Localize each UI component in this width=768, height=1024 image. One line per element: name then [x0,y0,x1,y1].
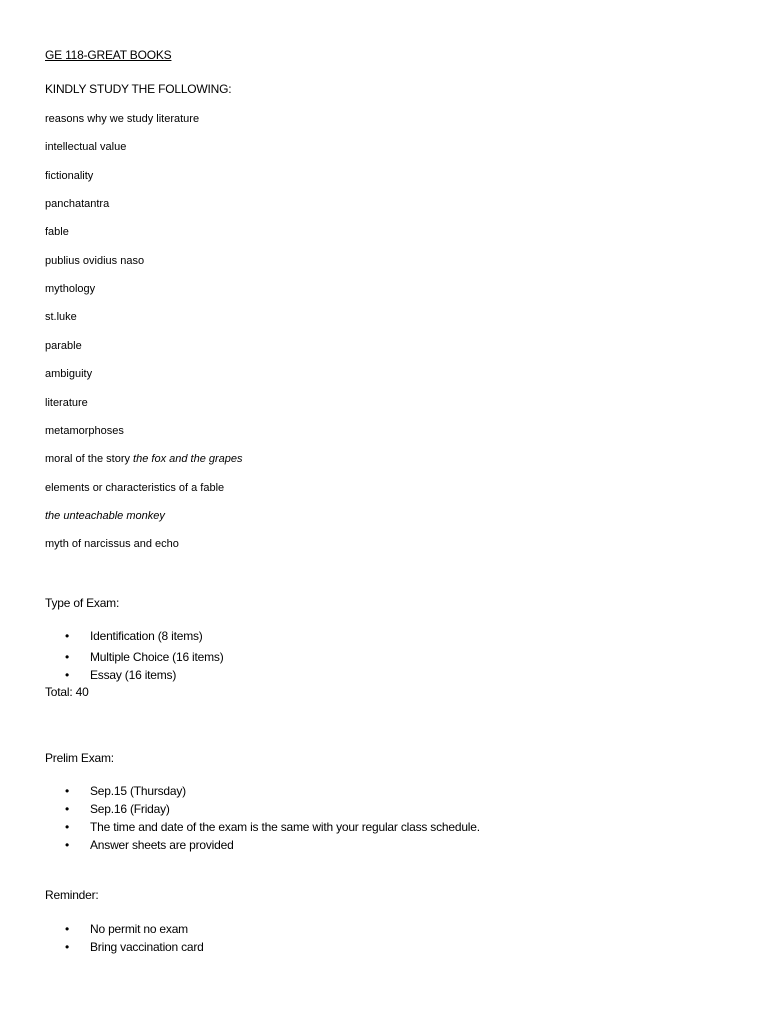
topic-text: literature [45,397,88,409]
topic-item [45,538,179,550]
topic-item [45,255,144,267]
topic-item [45,311,77,323]
topic-item [45,283,95,295]
bullet-icon: • [65,784,70,798]
prelim-text: Sep.16 (Friday) [90,802,170,816]
topic-italic-title: the fox and the grapes [133,453,243,465]
exam-type-item [65,629,203,643]
topic-text: parable [45,340,82,352]
topic-text: moral of the story [45,453,130,465]
prelim-text: Answer sheets are provided [90,838,234,852]
document-title: GE 118-GREAT BOOKS [45,48,172,62]
topic-text: elements or characteristics of a fable [45,482,225,494]
topic-item [45,397,88,409]
reminder-label: Reminder: [45,888,99,902]
topic-item [45,113,199,125]
exam-type-item [65,650,224,664]
topic-text: publius ovidius naso [45,255,145,267]
bullet-icon: • [65,802,70,816]
topic-text: reasons why we study literature [45,113,200,125]
study-instruction: KINDLY STUDY THE FOLLOWING: [45,82,232,96]
exam-type-text: Identification (8 items) [90,629,203,643]
bullet-icon: • [65,650,70,664]
topic-item [45,368,92,380]
topic-item [45,170,93,182]
reminder-item [65,922,188,936]
prelim-item [65,802,170,816]
exam-type-item [65,668,176,682]
topic-item [45,340,82,352]
bullet-icon: • [65,838,70,852]
exam-type-text: Multiple Choice (16 items) [90,650,224,664]
prelim-text: The time and date of the exam is the same with your regular class schedule. [90,820,480,834]
topic-text: fictionality [45,170,94,182]
reminder-item [65,940,204,954]
exam-total: Total: 40 [45,685,89,699]
topic-text: panchatantra [45,198,110,210]
prelim-item [65,838,234,852]
topic-text: mythology [45,283,96,295]
bullet-icon: • [65,668,70,682]
bullet-icon: • [65,820,70,834]
topic-item [45,453,243,465]
topic-italic-title: the unteachable monkey [45,510,165,522]
reminder-text: No permit no exam [90,922,188,936]
prelim-exam-label: Prelim Exam: [45,751,114,765]
bullet-icon: • [65,940,70,954]
reminder-text: Bring vaccination card [90,940,204,954]
topic-item [45,141,126,153]
topic-text: st.luke [45,311,77,323]
topic-item [45,425,124,437]
topic-item [45,482,224,494]
topic-item [45,198,109,210]
exam-type-text: Essay (16 items) [90,668,177,682]
topic-item [45,226,69,238]
topic-text: intellectual value [45,141,127,153]
prelim-text: Sep.15 (Thursday) [90,784,186,798]
bullet-icon: • [65,629,70,643]
exam-type-label: Type of Exam: [45,596,120,610]
topic-text: fable [45,226,69,238]
prelim-item [65,820,480,834]
topic-text: myth of narcissus and echo [45,538,179,550]
topic-item [45,510,165,522]
topic-text: ambiguity [45,368,93,380]
topic-text: metamorphoses [45,425,124,437]
prelim-item [65,784,186,798]
bullet-icon: • [65,922,70,936]
